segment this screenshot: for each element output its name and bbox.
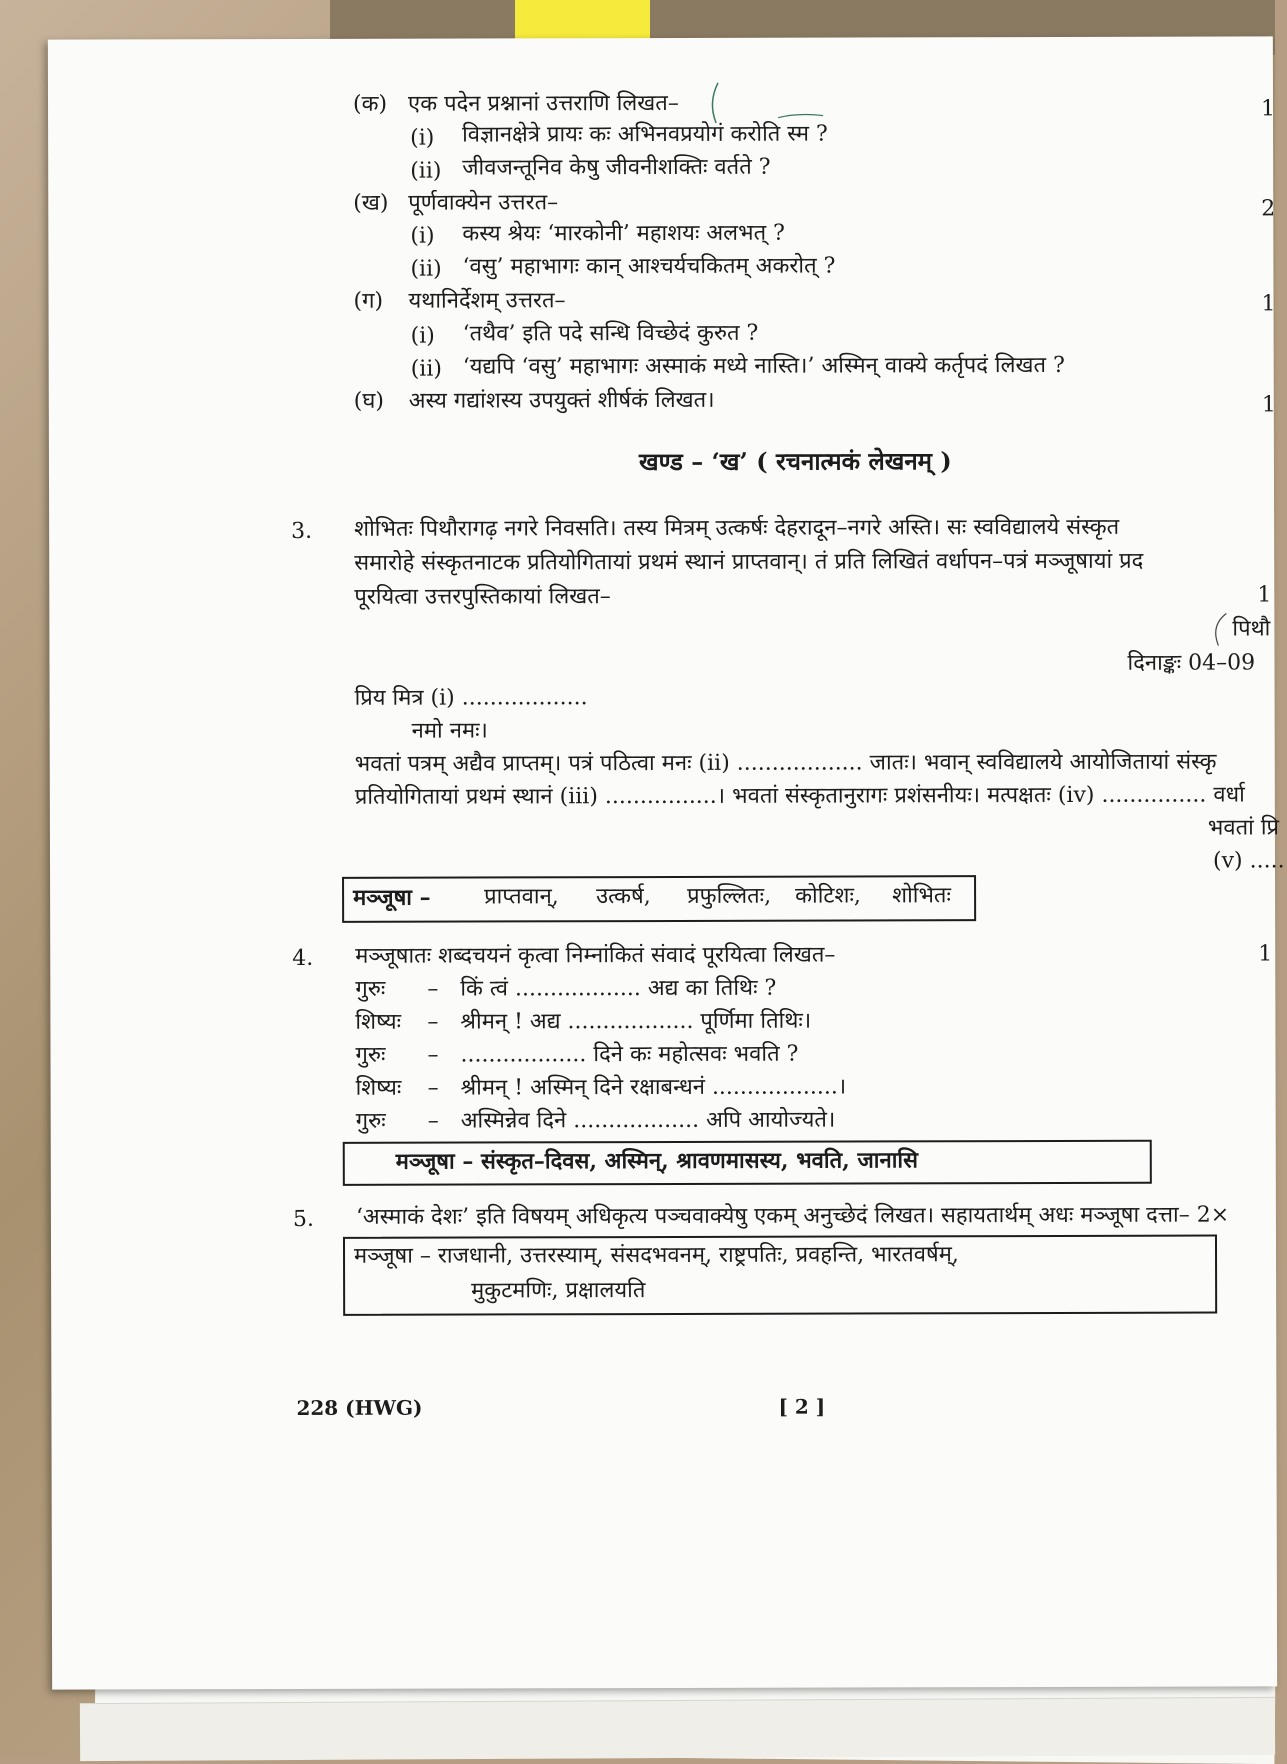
q3-manjusha-word: शोभितः <box>892 883 951 909</box>
q2-ka-ii-num: (ii) <box>410 158 442 184</box>
q5-manjusha-line-1: मञ्जूषा – राजधानी, उत्तरस्याम्, संसदभवनम्, राष्ट्रपतिः, प्रवहन्ति, भारतवर्षम्, <box>353 1242 959 1269</box>
q3-manjusha-label: मञ्जूषा – <box>353 884 431 911</box>
q3-manjusha-word: प्रफुल्लितः, <box>687 883 772 909</box>
q5-manjusha-line-2: मुकुटमणिः, प्रक्षालयति <box>471 1278 646 1304</box>
q2-ga-i-num: (i) <box>410 323 435 349</box>
q3-number: 3. <box>291 518 313 544</box>
q2-kha-i-text: कस्य श्रेयः ‘मारकोनी’ महाशयः अलभत् ? <box>462 220 785 247</box>
exam-page <box>48 36 1285 1689</box>
right-mark: 1 <box>1260 96 1276 122</box>
q3-manjusha-word: कोटिशः, <box>795 883 861 909</box>
dialogue-dash: – <box>427 1042 439 1068</box>
dialogue-text: किं त्वं .................. अद्य का तिथिः ? <box>460 975 777 1002</box>
q3-signature: (v) ..... <box>1212 848 1285 874</box>
q3-manjusha-word: उत्कर्ष, <box>596 884 651 910</box>
q2-ga-ii-text: ‘यद्यपि ‘वसु’ महाभागः अस्माकं मध्ये नास्ति।’ अस्मिन् वाक्ये कर्तृपदं लिखत ? <box>462 352 1065 380</box>
dialogue-speaker: गुरुः <box>355 976 386 1002</box>
q3-greeting: नमो नमः। <box>411 718 488 744</box>
q2-ka-ii-text: जीवजन्तूनिव केषु जीवनीशक्तिः वर्तते ? <box>462 154 771 181</box>
q3-line-1: शोभितः पिथौरागढ़ नगरे निवसति। तस्य मित्रम् उत्कर्षः देहरादून–नगरे अस्ति। सः स्वविद्यालये संस्कृत <box>354 514 1120 542</box>
pen-mark-icon <box>648 78 848 139</box>
q2-kha-i-num: (i) <box>410 223 435 249</box>
q3-body-1: भवतां पत्रम् अद्यैव प्राप्तम्। पत्रं पठित्वा मनः (ii) .................. जातः। भवान् स्वविद्यालये आयोजितायां संस्कृ <box>354 749 1217 777</box>
underlying-sheet <box>80 1697 1275 1761</box>
q3-manjusha-word: प्राप्तवान्, <box>484 884 559 910</box>
dialogue-text: श्रीमन् ! अद्य .................. पूर्णिमा तिथिः। <box>460 1008 812 1035</box>
q2-kha-text: पूर्णवाक्येन उत्तरत– <box>408 190 559 216</box>
q2-kha-label: (ख) <box>353 190 389 216</box>
q3-salutation: प्रिय मित्र (i) .................. <box>354 685 588 711</box>
dialogue-speaker: शिष्यः <box>355 1075 402 1101</box>
q2-kha-ii-text: ‘वसु’ महाभागः कान् आश्चर्यचकितम् अकरोत् ? <box>462 253 836 280</box>
q4-marks: 1 <box>1258 941 1273 967</box>
q2-ga-text: यथानिर्देशम् उत्तरत– <box>408 288 566 314</box>
q2-ka-text: एक पदेन प्रश्नानां उत्तराणि लिखत– <box>407 90 679 117</box>
dialogue-dash: – <box>427 976 439 1002</box>
q2-ga-ii-num: (ii) <box>410 356 442 382</box>
q4-number: 4. <box>292 945 314 971</box>
page-number: [ 2 ] <box>778 1394 826 1419</box>
q3-date: दिनाङ्कः 04–09 <box>1127 650 1256 676</box>
q2-ga-label: (ग) <box>353 288 384 314</box>
q3-manjusha-box <box>342 875 976 923</box>
q2-gha-text: अस्य गद्यांशस्य उपयुक्तं शीर्षकं लिखत। <box>408 387 715 414</box>
dialogue-dash: – <box>427 1009 439 1035</box>
q3-place: पिथौ <box>1232 616 1271 642</box>
q2-ka-i-num: (i) <box>410 125 435 151</box>
dialogue-dash: – <box>427 1075 439 1101</box>
q5-number: 5. <box>292 1206 314 1232</box>
dialogue-speaker: गुरुः <box>355 1108 386 1134</box>
q3-closing: भवतां प्रि <box>1207 815 1280 841</box>
q3-line-2: समारोहे संस्कृतनाटक प्रतियोगितायां प्रथमं स्थानं प्राप्तवान्। तं प्रति लिखितं वर्धापन–पत्रं मञ्जूषायां प्रद <box>354 548 1144 576</box>
right-mark: 2 <box>1261 196 1276 222</box>
dialogue-text: .................. दिने कः महोत्सवः भवति ? <box>460 1041 799 1068</box>
dialogue-dash: – <box>427 1108 439 1134</box>
dialogue-speaker: शिष्यः <box>355 1009 402 1035</box>
dialogue-speaker: गुरुः <box>355 1042 386 1068</box>
q4-manjusha: मञ्जूषा – संस्कृत–दिवस, अस्मिन्, श्रावणमासस्य, भवति, जानासि <box>395 1147 918 1175</box>
dialogue-text: अस्मिन्नेव दिने .................. अपि आयोज्यते। <box>460 1107 836 1134</box>
section-heading: खण्ड – ‘ख’ ( रचनात्मकं लेखनम् ) <box>638 446 952 477</box>
q2-gha-label: (घ) <box>353 388 384 414</box>
q4-instruction: मञ्जूषातः शब्दचयनं कृत्वा निम्नांकितं संवादं पूरयित्वा लिखत– <box>355 942 836 969</box>
q3-line-3: पूरयित्वा उत्तरपुस्तिकायां लिखत– <box>354 584 611 610</box>
q2-ka-i-text: विज्ञानक्षेत्रे प्रायः कः अभिनवप्रयोगं करोति स्म ? <box>462 121 828 148</box>
right-mark: 1 <box>1261 392 1276 418</box>
right-mark: 1 <box>1261 291 1276 317</box>
paper-code: 228 (HWG) <box>296 1395 423 1420</box>
q3-marks: 1 <box>1257 582 1272 608</box>
dialogue-text: श्रीमन् ! अस्मिन् दिने रक्षाबन्धनं ..................। <box>460 1074 847 1101</box>
q5-instruction: ‘अस्माकं देशः’ इति विषयम् अधिकृत्य पञ्चवाक्येषु एकम् अनुच्छेदं लिखत। सहायतार्थम् अधः मञ्जूषा दत्ता– 2× <box>355 1202 1230 1230</box>
pen-mark-icon <box>1204 612 1234 652</box>
q2-kha-ii-num: (ii) <box>410 256 442 282</box>
q2-ka-label: (क) <box>352 91 388 117</box>
q3-body-2: प्रतियोगितायां प्रथमं स्थानं (iii) ................। भवतां संस्कृतानुरागः प्रशंसनीयः। मत्पक्षतः (iv) ............... वर्धा <box>354 782 1245 810</box>
q2-ga-i-text: ‘तथैव’ इति पदे सन्धि विच्छेदं कुरुत ? <box>462 320 759 347</box>
